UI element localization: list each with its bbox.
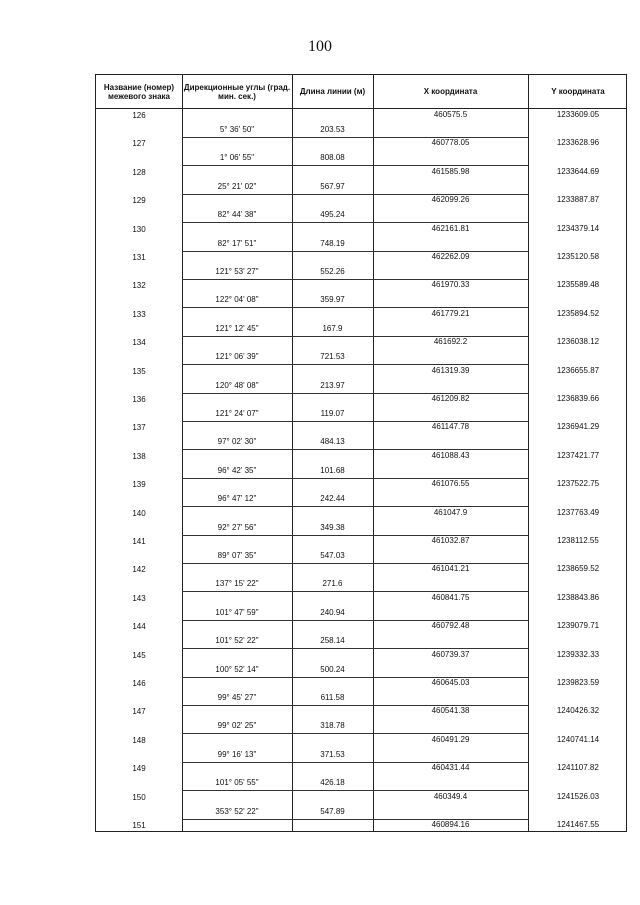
- segment-rule: [182, 449, 528, 450]
- segment-rule: [182, 364, 528, 365]
- line-length-cell: 167.9: [322, 323, 343, 333]
- page-number: 100: [308, 38, 332, 55]
- point-name-cell: 135: [132, 366, 146, 376]
- direction-angle-cell: 137° 15' 22": [215, 579, 259, 589]
- line-length-cell: 359.97: [320, 295, 345, 305]
- x-coordinate-cell: 461088.43: [431, 450, 470, 460]
- line-length-cell: 484.13: [320, 437, 345, 447]
- x-coordinate-cell: 461209.82: [431, 394, 470, 403]
- line-length-cell: 271.6: [322, 579, 343, 589]
- x-coordinate-cell: 460792.48: [431, 621, 470, 631]
- point-name-cell: 137: [132, 423, 146, 433]
- y-coordinate-cell: 1233887.87: [556, 195, 600, 205]
- direction-angle-cell: 101° 05' 55": [215, 778, 259, 788]
- line-length-cell: 258.14: [320, 636, 345, 646]
- segment-rule: [182, 762, 528, 763]
- x-coordinate-cell: 461779.21: [431, 308, 470, 318]
- direction-angle-cell: 99° 45' 27": [217, 693, 257, 702]
- y-coordinate-cell: 1237421.77: [556, 450, 600, 460]
- y-coordinate-cell: 1238843.86: [556, 592, 600, 602]
- line-length-cell: 547.03: [320, 551, 345, 560]
- direction-angle-cell: 92° 27' 56": [217, 522, 257, 532]
- direction-angle-cell: 101° 47' 59": [215, 607, 259, 617]
- segment-rule: [182, 790, 528, 791]
- line-length-cell: 721.53: [320, 352, 345, 362]
- x-coordinate-cell: 460431.44: [431, 763, 470, 773]
- point-name-cell: 129: [132, 196, 146, 206]
- x-coordinate-cell: 461047.9: [433, 507, 468, 517]
- point-name-cell: 136: [132, 395, 146, 404]
- y-coordinate-cell: 1233644.69: [556, 166, 600, 176]
- line-length-cell: 426.18: [320, 778, 345, 788]
- direction-angle-cell: 97° 02' 30": [217, 437, 257, 447]
- segment-rule: [182, 393, 528, 394]
- segment-rule: [182, 677, 528, 678]
- y-coordinate-cell: 1237763.49: [556, 507, 600, 517]
- direction-angle-cell: 89° 07' 35": [217, 551, 257, 560]
- direction-angle-cell: 99° 02' 25": [217, 721, 257, 731]
- segment-rule: [182, 591, 528, 592]
- y-coordinate-cell: 1235894.52: [556, 308, 600, 318]
- line-length-cell: 500.24: [320, 664, 345, 674]
- line-length-cell: 203.53: [320, 125, 345, 134]
- segment-rule: [182, 222, 528, 223]
- point-name-cell: 148: [132, 735, 146, 745]
- point-name-cell: 126: [132, 111, 146, 120]
- x-coordinate-cell: 460778.05: [431, 138, 470, 148]
- y-coordinate-cell: 1236038.12: [556, 337, 600, 347]
- point-name-cell: 147: [132, 707, 146, 717]
- header-direction-angle: Дирекционные углы (град. мин. сек.): [183, 82, 291, 101]
- y-coordinate-cell: 1236655.87: [556, 365, 600, 375]
- x-coordinate-cell: 462099.26: [431, 195, 470, 205]
- x-coordinate-cell: 461319.39: [431, 365, 470, 375]
- point-name-cell: 131: [132, 253, 146, 262]
- y-coordinate-cell: 1236941.29: [556, 422, 600, 432]
- point-name-cell: 127: [132, 139, 146, 149]
- segment-rule: [182, 251, 528, 252]
- x-coordinate-cell: 460491.29: [431, 734, 470, 744]
- direction-angle-cell: 1° 06' 55": [219, 153, 255, 163]
- point-name-cell: 138: [132, 451, 146, 461]
- segment-rule: [182, 705, 528, 706]
- segment-rule: [182, 563, 528, 564]
- line-length-cell: 748.19: [320, 238, 345, 248]
- table-header: [96, 75, 626, 109]
- segment-rule: [182, 506, 528, 507]
- line-length-cell: 547.89: [320, 806, 345, 816]
- direction-angle-cell: 121° 12' 45": [215, 323, 259, 333]
- y-coordinate-cell: 1238659.52: [556, 564, 600, 574]
- line-length-cell: 101.68: [320, 465, 345, 475]
- line-length-cell: 371.53: [320, 749, 345, 759]
- y-coordinate-cell: 1235120.58: [556, 252, 600, 261]
- header-point-name: Название (номер) межевого знака: [103, 82, 175, 101]
- direction-angle-cell: 122° 04' 08": [215, 295, 259, 305]
- direction-angle-cell: 101° 52' 22": [215, 636, 259, 646]
- x-coordinate-cell: 462161.81: [431, 223, 470, 233]
- point-name-cell: 151: [132, 821, 146, 830]
- y-coordinate-cell: 1233628.96: [556, 138, 600, 148]
- x-coordinate-cell: 460645.03: [431, 678, 470, 687]
- point-name-cell: 150: [132, 792, 146, 802]
- y-coordinate-cell: 1238112.55: [557, 536, 599, 545]
- x-coordinate-cell: 461032.87: [431, 536, 470, 545]
- point-name-cell: 133: [132, 309, 146, 319]
- y-coordinate-cell: 1236839.66: [556, 394, 600, 403]
- direction-angle-cell: 5° 36' 50": [219, 125, 255, 134]
- direction-angle-cell: 121° 24' 07": [215, 409, 259, 418]
- y-coordinate-cell: 1240741.14: [556, 734, 600, 744]
- x-coordinate-cell: 460349.4: [433, 791, 468, 801]
- header-x-coordinate: X координата: [423, 87, 478, 96]
- y-coordinate-cell: 1237522.75: [556, 479, 600, 489]
- x-coordinate-cell: 460541.38: [431, 706, 470, 716]
- direction-angle-cell: 99° 16' 13": [217, 749, 257, 759]
- line-length-cell: 240.94: [320, 607, 345, 617]
- segment-rule: [182, 194, 528, 195]
- direction-angle-cell: 96° 42' 35": [217, 465, 257, 475]
- line-length-cell: 213.97: [320, 380, 345, 390]
- point-name-cell: 142: [132, 565, 146, 575]
- segment-rule: [182, 165, 528, 166]
- line-length-cell: 119.07: [320, 409, 345, 418]
- line-length-cell: 242.44: [320, 494, 345, 504]
- point-name-cell: 144: [132, 622, 146, 632]
- segment-rule: [182, 421, 528, 422]
- x-coordinate-cell: 461970.33: [431, 280, 470, 290]
- x-coordinate-cell: 461076.55: [431, 479, 470, 489]
- segment-rule: [182, 478, 528, 479]
- y-coordinate-cell: 1241526.03: [556, 791, 600, 801]
- direction-angle-cell: 120° 48' 08": [215, 380, 259, 390]
- direction-angle-cell: 100° 52' 14": [215, 664, 259, 674]
- segment-rule: [182, 137, 528, 138]
- segment-rule: [182, 336, 528, 337]
- x-coordinate-cell: 461041.21: [431, 564, 470, 574]
- segment-rule: [182, 733, 528, 734]
- point-name-cell: 140: [132, 508, 146, 518]
- y-coordinate-cell: 1240426.32: [556, 706, 600, 716]
- point-name-cell: 146: [132, 679, 146, 688]
- line-length-cell: 495.24: [320, 210, 345, 220]
- x-coordinate-cell: 460739.37: [431, 649, 470, 659]
- y-coordinate-cell: 1239079.71: [556, 621, 600, 631]
- x-coordinate-cell: 461692.2: [433, 337, 468, 347]
- line-length-cell: 611.58: [320, 693, 345, 702]
- line-length-cell: 318.78: [320, 721, 345, 731]
- segment-rule: [182, 307, 528, 308]
- line-length-cell: 552.26: [320, 267, 345, 276]
- y-coordinate-cell: 1234379.14: [556, 223, 600, 233]
- direction-angle-cell: 82° 17' 51": [217, 238, 257, 248]
- direction-angle-cell: 121° 06' 39": [215, 352, 259, 362]
- point-name-cell: 149: [132, 764, 146, 774]
- y-coordinate-cell: 1241467.55: [556, 820, 600, 829]
- line-length-cell: 808.08: [320, 153, 345, 163]
- point-name-cell: 130: [132, 224, 146, 234]
- point-name-cell: 132: [132, 281, 146, 291]
- y-coordinate-cell: 1239823.59: [556, 678, 600, 687]
- y-coordinate-cell: 1235589.48: [556, 280, 600, 290]
- point-name-cell: 143: [132, 593, 146, 603]
- x-coordinate-cell: 460841.75: [431, 592, 470, 602]
- x-coordinate-cell: 462262.09: [431, 252, 470, 261]
- point-name-cell: 141: [132, 537, 146, 546]
- direction-angle-cell: 353° 52' 22": [215, 806, 259, 816]
- boundary-coordinates-table: [95, 74, 627, 832]
- segment-rule: [182, 648, 528, 649]
- line-length-cell: 349.38: [320, 522, 345, 532]
- point-name-cell: 134: [132, 338, 146, 348]
- point-name-cell: 128: [132, 167, 146, 177]
- segment-rule: [182, 535, 528, 536]
- segment-rule: [182, 819, 528, 820]
- direction-angle-cell: 121° 53' 27": [215, 267, 259, 276]
- direction-angle-cell: 25° 21' 02": [217, 181, 257, 191]
- direction-angle-cell: 96° 47' 12": [217, 494, 257, 504]
- x-coordinate-cell: 460894.16: [431, 820, 470, 829]
- y-coordinate-cell: 1239332.33: [556, 649, 600, 659]
- header-y-coordinate: Y координата: [551, 87, 605, 96]
- direction-angle-cell: 82° 44' 38": [217, 210, 257, 220]
- y-coordinate-cell: 1241107.82: [557, 763, 599, 773]
- x-coordinate-cell: 460575.5: [433, 110, 468, 119]
- segment-rule: [182, 279, 528, 280]
- line-length-cell: 567.97: [320, 181, 345, 191]
- header-line-length: Длина линии (м): [299, 87, 366, 96]
- point-name-cell: 139: [132, 480, 146, 490]
- x-coordinate-cell: 461147.78: [431, 422, 470, 432]
- y-coordinate-cell: 1233609.05: [556, 110, 600, 119]
- x-coordinate-cell: 461585.98: [431, 166, 470, 176]
- point-name-cell: 145: [132, 650, 146, 660]
- segment-rule: [182, 620, 528, 621]
